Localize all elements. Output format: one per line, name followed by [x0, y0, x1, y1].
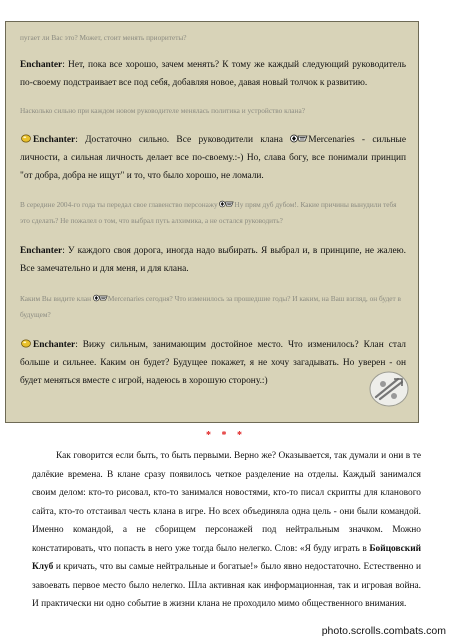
question-4: Каким Вы видите клан Mercenaries сегодня? Что изменилось за прошедшие годы? И каким, на Ваш взгляд, он будет в будущем?: [20, 294, 401, 319]
speaker-name: Enchanter: [33, 135, 76, 145]
source-footer: photo.scrolls.combats.com: [321, 625, 446, 637]
interview-panel: [5, 21, 419, 423]
scroll-seal-icon: [368, 370, 410, 408]
clan-emblem-icon: [290, 134, 308, 143]
answer-4: Enchanter: Вижу сильным, занимающим достойное место. Что изменилось? Клан стал больше и сильнее. Каким он будет? Будущее покажет, я не хочу загадывать. Но уверен - он будет меняться вместе с игрой, надеюсь в хорошую сторону.:): [20, 340, 406, 386]
clan-name: Mercenaries: [308, 135, 355, 145]
speaker-name: Enchanter: [20, 246, 63, 256]
clan-emblem-icon: [219, 200, 234, 208]
speaker-name: Enchanter: [33, 340, 76, 350]
question-2: Насколько сильно при каждом новом руководителе менялась политика и устройство клана?: [20, 106, 305, 115]
speaker-name: Enchanter: [20, 60, 63, 70]
alchemist-icon: [20, 134, 32, 143]
answer-2: Enchanter: Достаточно сильно. Все руководители клана Mercenaries - сильные личности, а сильная личность делает все по-своему.:-) Но, слава богу, все понимали принцип "от добра, добра не ищут" и то, что было хорошо, не ломали.: [20, 135, 407, 181]
clan-emblem-icon: [93, 294, 108, 302]
question-1: пугает ли Вас это? Может, стоит менять приоритеты?: [20, 33, 187, 42]
alchemist-icon: [20, 339, 32, 348]
game-name: Бойцовский Клуб: [32, 543, 421, 572]
article-paragraph: Как говорится если быть, то быть первыми. Верно же? Оказывается, так думали и они в те далёкие времена. В клане сразу появилось четкое разделение на отделы. Каждый занимался своим делом: кто-то рисовал, кто-то занимался новостями, кто-то писал скрипты для кланового сайта, кто-то отстаивал честь клана в игре. Но всех объединяла одна цель - они были командой. Именно командой, а не сборищем персонажей под нейтральным значком. Можно констатировать, что попасть в него уже тогда было нелегко. Слов: «Я буду играть в Бойцовский Клуб и кричать, что вы самые нейтральные и богатые!» было явно недостаточно. Естественно и завоевать первое место было нелегко. Шла активная как информационная, так и игровая война. И практически ни одно событие в жизни клана не проходило мимо общественного внимания.: [32, 451, 421, 609]
answer-1: Enchanter: Нет, пока все хорошо, зачем менять? К тому же каждый следующий руководитель по-своему подстраивает все под себя, добавляя новое, давая новый толчок к развитию.: [20, 60, 406, 88]
section-separator: * * *: [206, 430, 246, 441]
clan-name: Mercenaries: [107, 294, 144, 303]
question-3: В середине 2004-го года ты передал свое главенство персонажу Ну прям дуб дубом!. Какие причины вынудили тебя это сделать? Не пожалел о том, что выбрал путь алхимика, а не остался руководить?: [20, 200, 397, 225]
answer-3: Enchanter: У каждого своя дорога, иногда надо выбирать. Я выбрал и, в принципе, не жалею. Все замечательно и для меня, и для клана.: [20, 246, 406, 274]
